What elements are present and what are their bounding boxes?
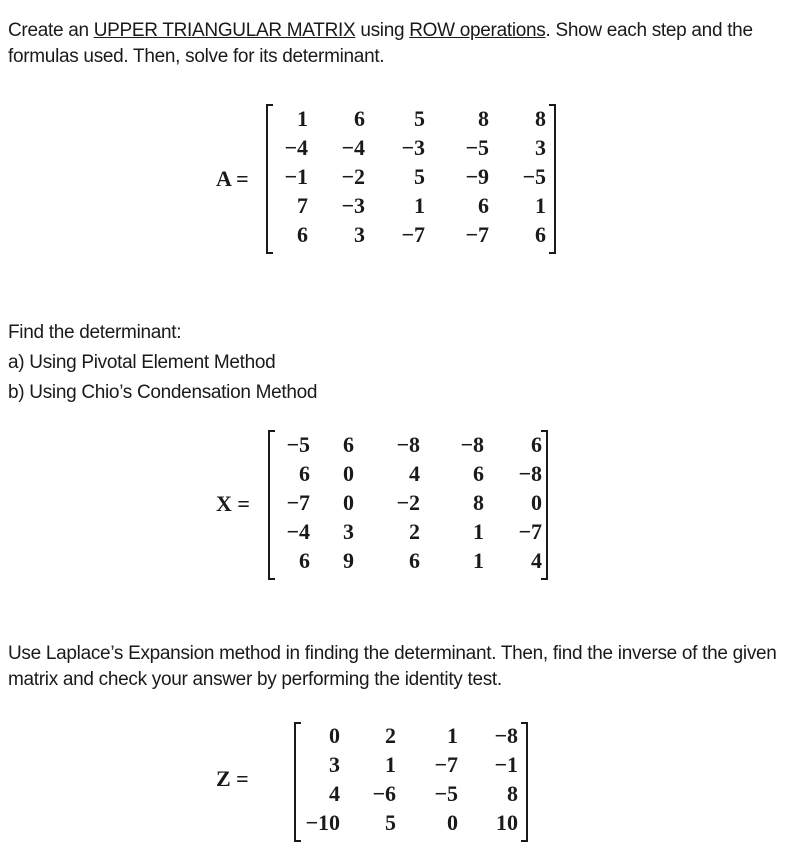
matrix-x-cell-r2-c5: −8 (518, 461, 542, 486)
matrix-a-cell-r2-c2: −4 (341, 135, 365, 160)
matrix-z (294, 722, 528, 842)
matrix-x-cell-r2-c4: 6 (473, 461, 484, 486)
matrix-a-cell-r4-c1: 7 (297, 193, 308, 218)
matrix-a-cell-r3-c4: −9 (465, 164, 489, 189)
matrix-z-cell-r4-c3: 0 (447, 810, 458, 835)
matrix-z-cell-r3-c1: 4 (329, 781, 340, 806)
matrix-x-cell-r3-c2: 0 (343, 490, 354, 515)
matrix-z-cell-r2-c2: 1 (385, 752, 396, 777)
matrix-x-cell-r4-c5: −7 (518, 519, 542, 544)
matrix-z-cell-r1-c4: −8 (494, 723, 518, 748)
matrix-z-cell-r1-c3: 1 (447, 723, 458, 748)
matrix-a-cell-r1-c3: 5 (414, 106, 425, 131)
matrix-z-cell-r3-c4: 8 (507, 781, 518, 806)
matrix-x-cell-r3-c4: 8 (473, 490, 484, 515)
matrix-a-cell-r5-c5: 6 (535, 222, 546, 247)
problem-2-line-2: a) Using Pivotal Element Method (8, 352, 276, 373)
matrix-x-cell-r1-c5: 6 (531, 432, 542, 457)
matrix-a-cell-r5-c2: 3 (354, 222, 365, 247)
problem-1-text (8, 18, 753, 70)
matrix-x-cell-r4-c4: 1 (473, 519, 484, 544)
matrix-a-right-bracket (549, 104, 556, 254)
matrix-x-cell-r1-c4: −8 (460, 432, 484, 457)
matrix-x-cell-r5-c5: 4 (531, 548, 542, 573)
matrix-a (266, 104, 556, 254)
matrix-x-grid (274, 430, 542, 577)
matrix-a-cell-r2-c4: −5 (465, 135, 489, 160)
matrix-x-cell-r1-c3: −8 (396, 432, 420, 457)
row-operations-underlined: ROW operations (409, 20, 546, 41)
matrix-a-cell-r2-c5: 3 (535, 135, 546, 160)
matrix-a-cell-r5-c3: −7 (401, 222, 425, 247)
problem-2-text (8, 318, 317, 408)
matrix-a-cell-r1-c5: 8 (535, 106, 546, 131)
matrix-a-cell-r2-c1: −4 (284, 135, 308, 160)
matrix-x-cell-r3-c3: −2 (396, 490, 420, 515)
matrix-z-cell-r1-c1: 0 (329, 723, 340, 748)
matrix-a-cell-r4-c3: 1 (414, 193, 425, 218)
matrix-z-cell-r4-c2: 5 (385, 810, 396, 835)
matrix-a-cell-r4-c5: 1 (535, 193, 546, 218)
matrix-x-label: X = (216, 491, 250, 516)
problem-2-line-3: b) Using Chio’s Condensation Method (8, 382, 318, 403)
matrix-a-cell-r4-c2: −3 (341, 193, 365, 218)
matrix-x-cell-r2-c2: 0 (343, 461, 354, 486)
matrix-a-grid (278, 104, 546, 251)
matrix-x-cell-r5-c3: 6 (409, 548, 420, 573)
matrix-x-cell-r2-c1: 6 (299, 461, 310, 486)
matrix-x-cell-r5-c2: 9 (343, 548, 354, 573)
problem-3-line-1: Use Laplace’s Expansion method in finding the determinant. Then, find the inverse of the given (8, 643, 777, 664)
problem-3-line-2: matrix and check your answer by performing the identity test. (8, 669, 502, 690)
matrix-x-cell-r4-c3: 2 (409, 519, 420, 544)
problem-1-line-1: Create an UPPER TRIANGULAR MATRIX using ROW operations. Show each step and the (8, 20, 753, 41)
matrix-z-cell-r4-c4: 10 (496, 810, 518, 835)
matrix-x-cell-r2-c3: 4 (409, 461, 420, 486)
matrix-a-cell-r3-c1: −1 (284, 164, 308, 189)
matrix-z-cell-r2-c1: 3 (329, 752, 340, 777)
matrix-a-cell-r1-c4: 8 (478, 106, 489, 131)
matrix-a-cell-r3-c3: 5 (414, 164, 425, 189)
matrix-a-cell-r3-c5: −5 (522, 164, 546, 189)
matrix-a-left-bracket (266, 104, 273, 254)
matrix-a-cell-r2-c3: −3 (401, 135, 425, 160)
matrix-z-label: Z = (216, 766, 249, 791)
matrix-z-left-bracket (294, 722, 301, 842)
matrix-x-cell-r3-c5: 0 (531, 490, 542, 515)
matrix-a-cell-r5-c4: −7 (465, 222, 489, 247)
problem-3-text (8, 641, 777, 693)
matrix-x-cell-r1-c1: −5 (286, 432, 310, 457)
matrix-z-grid (302, 722, 520, 839)
matrix-z-right-bracket (521, 722, 528, 842)
matrix-a-cell-r3-c2: −2 (341, 164, 365, 189)
problem-1-line-2: formulas used. Then, solve for its determinant. (8, 46, 385, 67)
matrix-z-cell-r2-c4: −1 (494, 752, 518, 777)
matrix-x-right-bracket (541, 430, 548, 580)
matrix-x-cell-r4-c1: −4 (286, 519, 310, 544)
matrix-x-cell-r5-c1: 6 (299, 548, 310, 573)
matrix-a-cell-r4-c4: 6 (478, 193, 489, 218)
matrix-a-cell-r5-c1: 6 (297, 222, 308, 247)
problem-2-line-1: Find the determinant: (8, 322, 182, 343)
matrix-z-cell-r3-c2: −6 (372, 781, 396, 806)
matrix-z-cell-r2-c3: −7 (434, 752, 458, 777)
matrix-a-cell-r1-c1: 1 (297, 106, 308, 131)
matrix-a-cell-r1-c2: 6 (354, 106, 365, 131)
upper-triangular-matrix-underlined: UPPER TRIANGULAR MATRIX (93, 20, 356, 41)
matrix-x-cell-r1-c2: 6 (343, 432, 354, 457)
matrix-x-cell-r5-c4: 1 (473, 548, 484, 573)
matrix-z-cell-r1-c2: 2 (385, 723, 396, 748)
matrix-x-cell-r4-c2: 3 (343, 519, 354, 544)
matrix-z-cell-r4-c1: −10 (305, 810, 340, 835)
matrix-x (268, 430, 548, 580)
matrix-a-label: A = (216, 166, 249, 191)
matrix-x-cell-r3-c1: −7 (286, 490, 310, 515)
matrix-z-cell-r3-c3: −5 (434, 781, 458, 806)
